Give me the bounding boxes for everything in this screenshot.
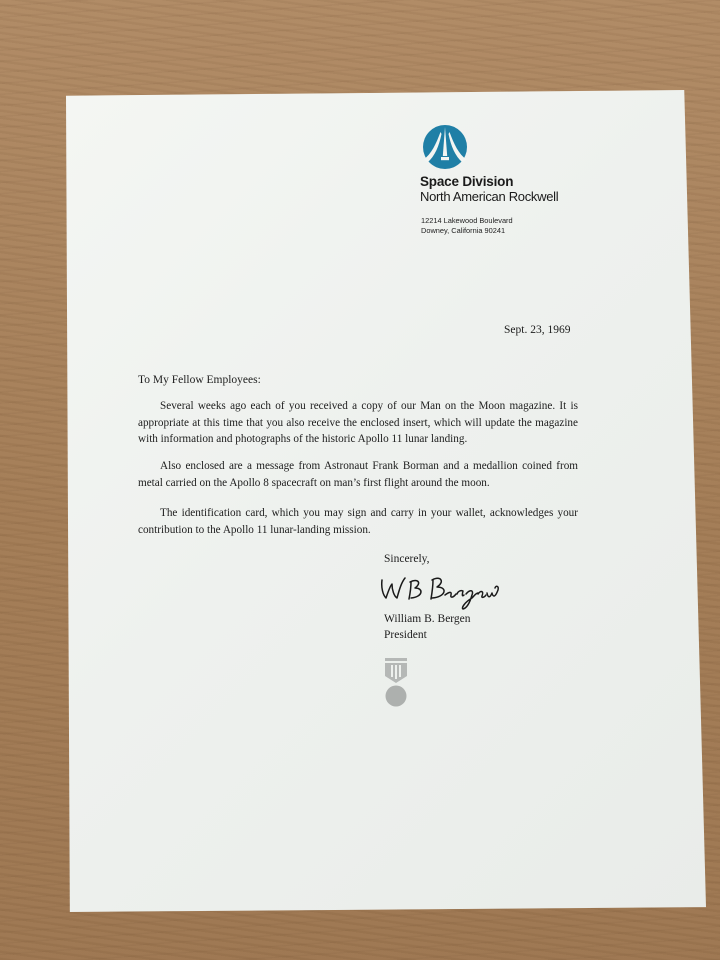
paper-sheet-surface — [66, 90, 706, 912]
signer-title: President — [384, 629, 427, 641]
company-name: North American Rockwell — [420, 189, 559, 204]
handwritten-signature — [378, 568, 504, 612]
closing: Sincerely, — [384, 553, 430, 565]
medal-emblem-icon — [382, 656, 410, 708]
rockwell-logo-icon — [418, 124, 472, 170]
letter-date: Sept. 23, 1969 — [504, 324, 571, 336]
address-street: 12214 Lakewood Boulevard — [421, 216, 513, 225]
body-paragraph-2: Also enclosed are a message from Astronaut Frank Borman and a medallion coined from metal carried on the Apollo 8 spacecraft on man’s first flight around the moon. — [138, 460, 578, 489]
division-name: Space Division — [420, 174, 514, 189]
body-paragraph-1: Several weeks ago each of you received a copy of our Man on the Moon magazine. It is appropriate at this time that you also receive the enclosed insert, which will update the magazine with information and photographs of the historic Apollo 11 lunar landing. — [138, 400, 578, 445]
salutation: To My Fellow Employees: — [138, 374, 261, 386]
signer-name: William B. Bergen — [384, 613, 471, 625]
body-paragraph-3: The identification card, which you may sign and carry in your wallet, acknowledges your contribution to the Apollo 11 lunar-landing mission. — [138, 507, 578, 536]
address-city: Downey, California 90241 — [421, 226, 506, 235]
